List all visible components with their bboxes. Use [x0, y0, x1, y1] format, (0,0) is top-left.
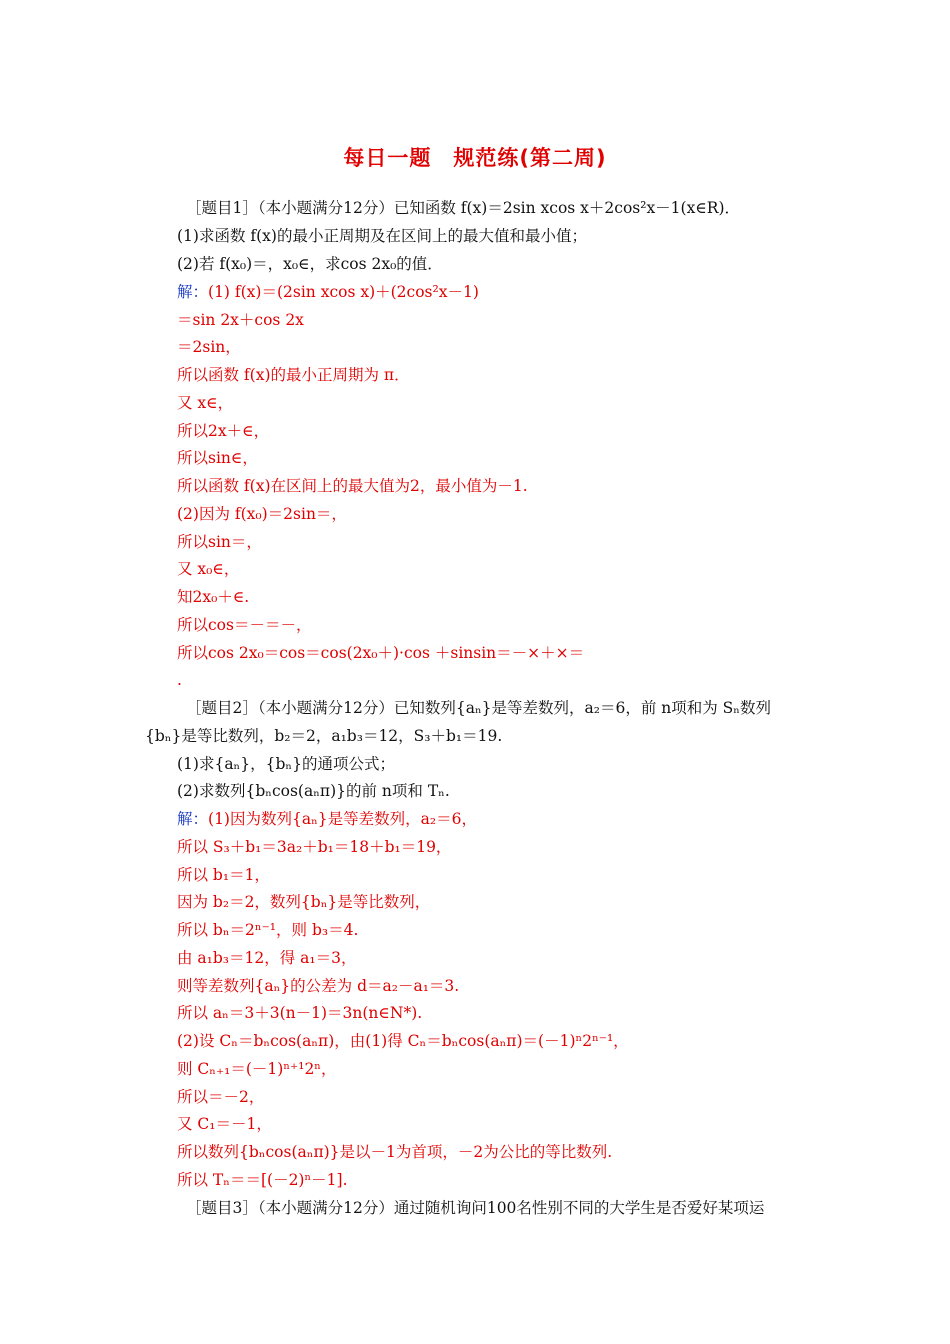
problem-1-stem: ［题目1］（本小题满分12分）已知函数 f(x)＝2sin xcos x＋2cos²x－1(x∈R)． — [186, 199, 741, 217]
solution-line: 所以＝－2， — [177, 1088, 265, 1106]
solution-line: . — [177, 671, 182, 689]
page-title: 每日一题 规范练(第二周) — [343, 146, 607, 170]
solution-line: 则 Cₙ₊₁＝(－1)ⁿ⁺¹2ⁿ， — [177, 1060, 337, 1078]
solution-line: 因为 b₂＝2，数列{bₙ}是等比数列， — [177, 893, 431, 911]
solution-line: (2)设 Cₙ＝bₙcos(aₙπ)，由(1)得 Cₙ＝bₙcos(aₙπ)＝(－1)ⁿ2ⁿ⁻¹， — [177, 1032, 629, 1050]
solution-line: (2)因为 f(x₀)＝2sin＝， — [177, 505, 347, 523]
solution-line: 所以sin∈， — [177, 449, 258, 467]
problem-1-question-2: (2)若 f(x₀)＝，x₀∈，求cos 2x₀的值． — [177, 255, 443, 273]
problem-2-stem-line-1: ［题目2］（本小题满分12分）已知数列{aₙ}是等差数列，a₂＝6，前 n项和为 Sₙ数列 — [186, 699, 771, 717]
solution-line: 所以 bₙ＝2ⁿ⁻¹，则 b₃＝4. — [177, 921, 359, 939]
problem-2-stem-line-2: {bₙ}是等比数列，b₂＝2，a₁b₃＝12，S₃＋b₁＝19. — [145, 727, 503, 745]
problem-2-solution-first — [177, 808, 477, 830]
solution-line: 所以2x＋∈， — [177, 422, 270, 440]
problem-1-question-1: (1)求函数 f(x)的最小正周期及在区间上的最大值和最小值； — [177, 227, 587, 245]
solution-line: 所以数列{bₙcos(aₙπ)}是以－1为首项，－2为公比的等比数列. — [177, 1143, 613, 1161]
problem-3-stem-line-1: ［题目3］（本小题满分12分）通过随机询问100名性别不同的大学生是否爱好某项运 — [186, 1199, 765, 1217]
solution-line: 又 x∈， — [177, 394, 234, 412]
solution-label: 解： — [177, 283, 209, 301]
solution-line: (1)因为数列{aₙ}是等差数列，a₂＝6， — [208, 810, 477, 828]
solution-line: 所以cos＝－＝－， — [177, 616, 312, 634]
solution-line: 又 x₀∈， — [177, 560, 240, 578]
solution-line: 所以函数 f(x)的最小正周期为 π． — [177, 366, 410, 384]
solution-line: 所以 aₙ＝3＋3(n－1)＝3n(n∈N*). — [177, 1004, 423, 1022]
solution-label: 解： — [177, 810, 209, 828]
solution-line: 所以 Tₙ＝＝[(－2)ⁿ－1]. — [177, 1171, 348, 1189]
solution-line: 知2x₀＋∈. — [177, 588, 250, 606]
solution-line: 则等差数列{aₙ}的公差为 d＝a₂－a₁＝3. — [177, 977, 460, 995]
solution-line: 又 C₁＝－1， — [177, 1115, 272, 1133]
solution-line: ＝sin 2x＋cos 2x — [177, 311, 304, 329]
problem-1-solution-first — [177, 281, 479, 303]
solution-line: 由 a₁b₃＝12，得 a₁＝3， — [177, 949, 357, 967]
problem-2-question-2: (2)求数列{bₙcos(aₙπ)}的前 n项和 Tₙ. — [177, 782, 450, 800]
solution-line: 所以sin＝， — [177, 533, 262, 551]
solution-line: 所以cos 2x₀＝cos＝cos(2x₀＋)·cos ＋sinsin＝－×＋×＝ — [177, 644, 585, 662]
solution-line: 所以 S₃＋b₁＝3a₂＋b₁＝18＋b₁＝19， — [177, 838, 452, 856]
solution-line: ＝2sin， — [177, 338, 241, 356]
solution-line: (1) f(x)＝(2sin xcos x)＋(2cos²x－1) — [208, 283, 479, 301]
solution-line: 所以 b₁＝1， — [177, 866, 270, 884]
problem-2-question-1: (1)求{aₙ}，{bₙ}的通项公式； — [177, 755, 395, 773]
solution-line: 所以函数 f(x)在区间上的最大值为2，最小值为－1. — [177, 477, 528, 495]
